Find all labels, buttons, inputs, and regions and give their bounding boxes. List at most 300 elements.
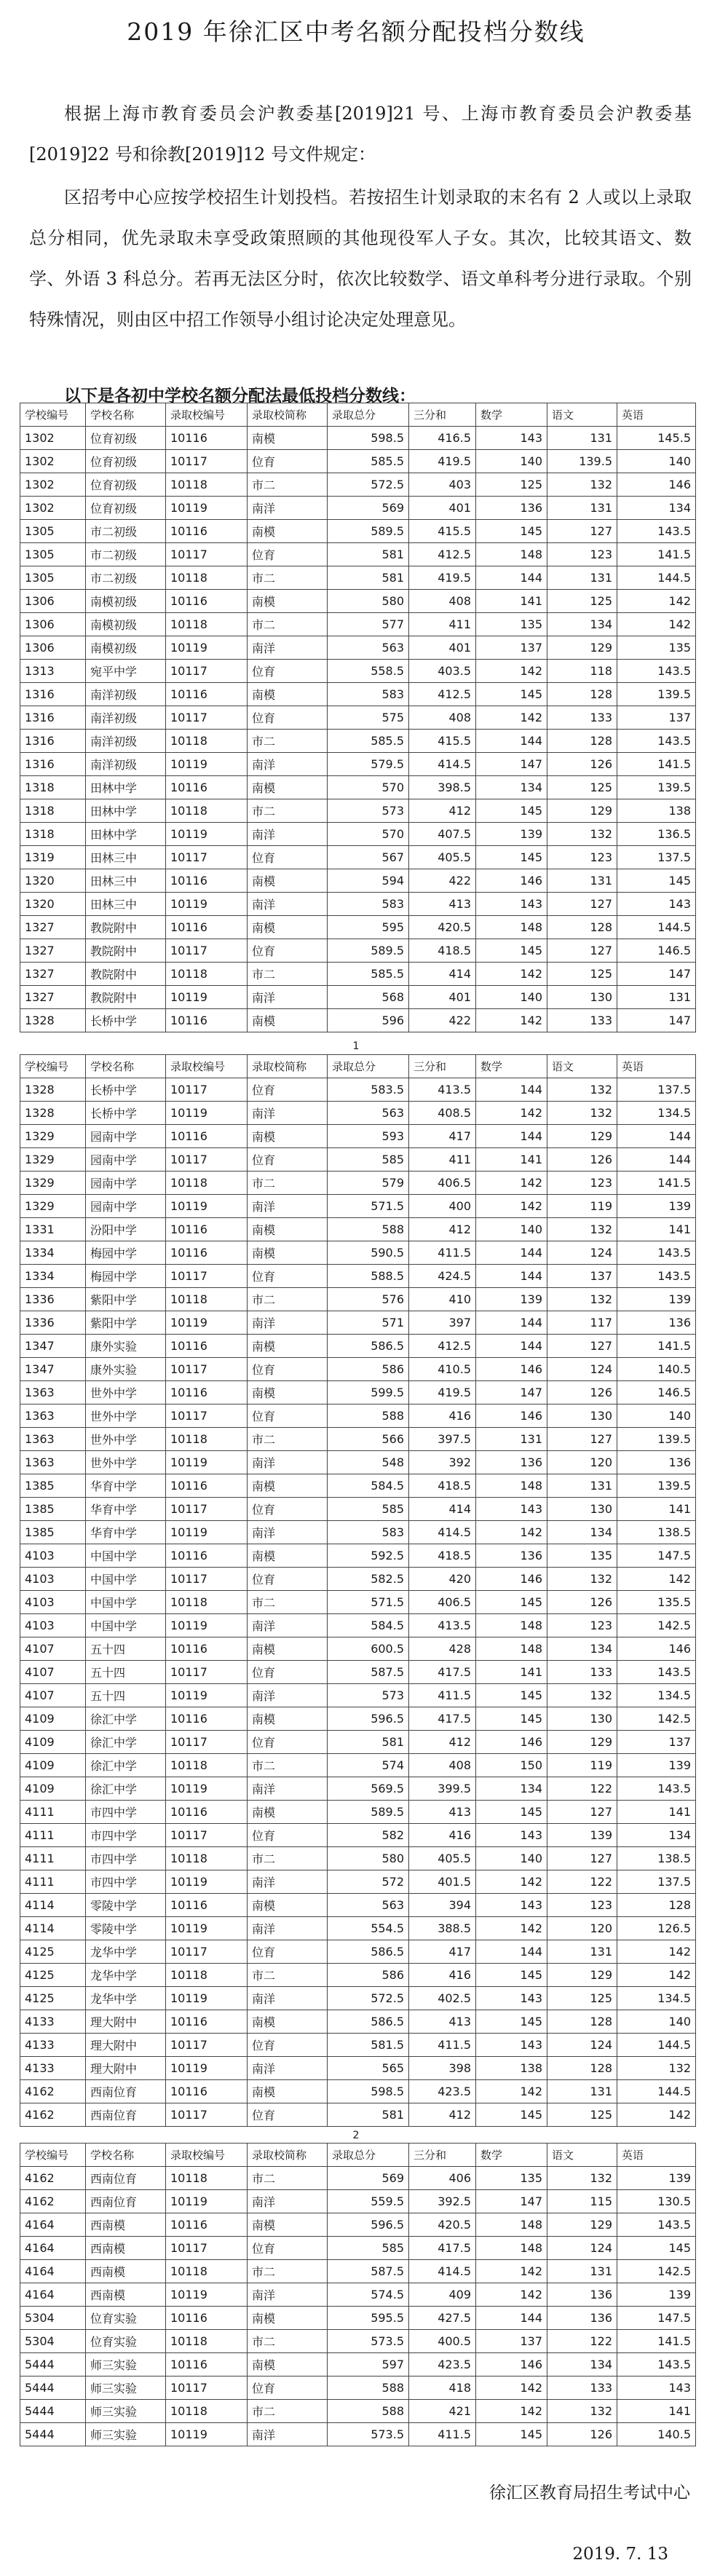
chinese-score-cell: 128 bbox=[547, 2010, 617, 2034]
school-code-cell: 1328 bbox=[20, 1009, 86, 1032]
english-score-cell: 142 bbox=[617, 1568, 696, 1591]
table-row bbox=[20, 1754, 696, 1777]
admit-school-name-cell: 市二 bbox=[248, 1847, 328, 1870]
three-subject-sum-cell: 408.5 bbox=[409, 1102, 476, 1125]
three-subject-sum-cell: 416 bbox=[409, 1824, 476, 1847]
school-name-cell: 南洋初级 bbox=[86, 730, 166, 753]
admit-school-code-cell: 10118 bbox=[166, 1428, 248, 1451]
chinese-score-cell: 124 bbox=[547, 2034, 617, 2057]
admit-school-name-cell: 南洋 bbox=[248, 497, 328, 520]
admit-school-name-cell: 南模 bbox=[248, 1335, 328, 1358]
math-score-cell: 140 bbox=[476, 450, 547, 473]
admit-school-code-cell: 10117 bbox=[166, 1568, 248, 1591]
math-score-cell: 142 bbox=[476, 1917, 547, 1940]
math-score-cell: 143 bbox=[476, 1894, 547, 1917]
table-row bbox=[20, 2010, 696, 2034]
total-score-cell: 585 bbox=[328, 2237, 409, 2260]
table-row bbox=[20, 1987, 696, 2010]
math-score-cell: 143 bbox=[476, 2034, 547, 2057]
table-row bbox=[20, 706, 696, 730]
total-score-cell: 600.5 bbox=[328, 1637, 409, 1661]
english-score-cell: 139.5 bbox=[617, 776, 696, 799]
table-row bbox=[20, 823, 696, 846]
three-subject-sum-cell: 417.5 bbox=[409, 2237, 476, 2260]
three-subject-sum-cell: 412.5 bbox=[409, 683, 476, 706]
school-code-cell: 1385 bbox=[20, 1498, 86, 1521]
three-subject-sum-cell: 405.5 bbox=[409, 1847, 476, 1870]
english-score-cell: 135 bbox=[617, 636, 696, 660]
three-subject-sum-cell: 411.5 bbox=[409, 1684, 476, 1707]
admit-school-code-cell: 10119 bbox=[166, 2423, 248, 2446]
three-subject-sum-cell: 410.5 bbox=[409, 1358, 476, 1381]
three-subject-sum-cell: 412 bbox=[409, 2103, 476, 2127]
math-score-cell: 144 bbox=[476, 1265, 547, 1288]
english-score-cell: 147.5 bbox=[617, 1544, 696, 1568]
admit-school-code-cell: 10116 bbox=[166, 1637, 248, 1661]
math-score-cell: 146 bbox=[476, 2353, 547, 2377]
chinese-score-cell: 131 bbox=[547, 1940, 617, 1964]
table-row bbox=[20, 1218, 696, 1241]
school-name-cell: 师三实验 bbox=[86, 2400, 166, 2423]
total-score-cell: 596.5 bbox=[328, 1707, 409, 1731]
total-score-cell: 569 bbox=[328, 497, 409, 520]
chinese-score-cell: 119 bbox=[547, 1754, 617, 1777]
school-name-cell: 园南中学 bbox=[86, 1195, 166, 1218]
table-row bbox=[20, 846, 696, 869]
three-subject-sum-cell: 428 bbox=[409, 1637, 476, 1661]
chinese-score-cell: 132 bbox=[547, 1288, 617, 1311]
total-score-cell: 596.5 bbox=[328, 2213, 409, 2237]
english-score-cell: 142 bbox=[617, 613, 696, 636]
school-name-cell: 华育中学 bbox=[86, 1521, 166, 1544]
english-score-cell: 134.5 bbox=[617, 1102, 696, 1125]
admit-school-name-cell: 位育 bbox=[248, 1265, 328, 1288]
math-score-cell: 142 bbox=[476, 2260, 547, 2283]
chinese-score-cell: 129 bbox=[547, 1964, 617, 1987]
english-score-cell: 141.5 bbox=[617, 1335, 696, 1358]
table-row bbox=[20, 520, 696, 543]
math-score-cell: 142 bbox=[476, 1009, 547, 1032]
math-score-cell: 150 bbox=[476, 1754, 547, 1777]
admit-school-name-cell: 南模 bbox=[248, 2010, 328, 2034]
header-chinese-score: 语文 bbox=[547, 403, 617, 427]
admit-school-name-cell: 南模 bbox=[248, 1474, 328, 1498]
table-row bbox=[20, 2103, 696, 2127]
admit-school-name-cell: 南洋 bbox=[248, 1195, 328, 1218]
table-row bbox=[20, 2190, 696, 2213]
school-code-cell: 1329 bbox=[20, 1195, 86, 1218]
english-score-cell: 142.5 bbox=[617, 1707, 696, 1731]
school-name-cell: 徐汇中学 bbox=[86, 1707, 166, 1731]
math-score-cell: 142 bbox=[476, 2377, 547, 2400]
school-name-cell: 理大附中 bbox=[86, 2057, 166, 2080]
english-score-cell: 144.5 bbox=[617, 916, 696, 939]
school-name-cell: 紫阳中学 bbox=[86, 1311, 166, 1335]
english-score-cell: 142 bbox=[617, 1940, 696, 1964]
school-name-cell: 世外中学 bbox=[86, 1451, 166, 1474]
english-score-cell: 135.5 bbox=[617, 1591, 696, 1614]
school-name-cell: 华育中学 bbox=[86, 1498, 166, 1521]
math-score-cell: 148 bbox=[476, 1474, 547, 1498]
english-score-cell: 143.5 bbox=[617, 2353, 696, 2377]
admit-school-code-cell: 10118 bbox=[166, 613, 248, 636]
school-name-cell: 位育实验 bbox=[86, 2330, 166, 2353]
admit-school-code-cell: 10116 bbox=[166, 520, 248, 543]
total-score-cell: 570 bbox=[328, 823, 409, 846]
school-code-cell: 1347 bbox=[20, 1358, 86, 1381]
school-name-cell: 梅园中学 bbox=[86, 1241, 166, 1265]
admit-school-name-cell: 南模 bbox=[248, 590, 328, 613]
three-subject-sum-cell: 410 bbox=[409, 1288, 476, 1311]
three-subject-sum-cell: 413 bbox=[409, 893, 476, 916]
english-score-cell: 139 bbox=[617, 1195, 696, 1218]
chinese-score-cell: 130 bbox=[547, 986, 617, 1009]
english-score-cell: 146 bbox=[617, 473, 696, 497]
admit-school-name-cell: 市二 bbox=[248, 2260, 328, 2283]
total-score-cell: 589.5 bbox=[328, 520, 409, 543]
school-code-cell: 4164 bbox=[20, 2260, 86, 2283]
admit-school-name-cell: 南洋 bbox=[248, 2190, 328, 2213]
header-english-score: 英语 bbox=[617, 1055, 696, 1078]
table-row bbox=[20, 1428, 696, 1451]
three-subject-sum-cell: 412 bbox=[409, 1218, 476, 1241]
admit-school-name-cell: 位育 bbox=[248, 1661, 328, 1684]
total-score-cell: 574 bbox=[328, 1754, 409, 1777]
english-score-cell: 137 bbox=[617, 706, 696, 730]
school-code-cell: 1316 bbox=[20, 706, 86, 730]
header-total-score: 录取总分 bbox=[328, 403, 409, 427]
table-row bbox=[20, 1614, 696, 1637]
school-code-cell: 4103 bbox=[20, 1544, 86, 1568]
chinese-score-cell: 132 bbox=[547, 1078, 617, 1102]
chinese-score-cell: 130 bbox=[547, 1707, 617, 1731]
school-code-cell: 5444 bbox=[20, 2400, 86, 2423]
english-score-cell: 132 bbox=[617, 2057, 696, 2080]
three-subject-sum-cell: 414 bbox=[409, 963, 476, 986]
admit-school-code-cell: 10117 bbox=[166, 2237, 248, 2260]
chinese-score-cell: 134 bbox=[547, 2353, 617, 2377]
chinese-score-cell: 131 bbox=[547, 566, 617, 590]
chinese-score-cell: 123 bbox=[547, 543, 617, 566]
school-name-cell: 五十四 bbox=[86, 1661, 166, 1684]
chinese-score-cell: 131 bbox=[547, 2080, 617, 2103]
table-row bbox=[20, 1381, 696, 1404]
english-score-cell: 126.5 bbox=[617, 1917, 696, 1940]
math-score-cell: 142 bbox=[476, 1521, 547, 1544]
school-name-cell: 教院附中 bbox=[86, 916, 166, 939]
admit-school-code-cell: 10116 bbox=[166, 1381, 248, 1404]
admit-school-name-cell: 南模 bbox=[248, 1241, 328, 1265]
three-subject-sum-cell: 407.5 bbox=[409, 823, 476, 846]
total-score-cell: 590.5 bbox=[328, 1241, 409, 1265]
admit-school-name-cell: 市二 bbox=[248, 799, 328, 823]
school-name-cell: 田林三中 bbox=[86, 846, 166, 869]
english-score-cell: 136.5 bbox=[617, 823, 696, 846]
admit-school-code-cell: 10119 bbox=[166, 1451, 248, 1474]
three-subject-sum-cell: 408 bbox=[409, 706, 476, 730]
admit-school-code-cell: 10118 bbox=[166, 2260, 248, 2283]
chinese-score-cell: 131 bbox=[547, 427, 617, 450]
admit-school-code-cell: 10116 bbox=[166, 2307, 248, 2330]
math-score-cell: 146 bbox=[476, 1568, 547, 1591]
math-score-cell: 144 bbox=[476, 1078, 547, 1102]
math-score-cell: 136 bbox=[476, 1544, 547, 1568]
school-name-cell: 市二初级 bbox=[86, 543, 166, 566]
school-code-cell: 1302 bbox=[20, 473, 86, 497]
chinese-score-cell: 126 bbox=[547, 1381, 617, 1404]
total-score-cell: 595 bbox=[328, 916, 409, 939]
school-name-cell: 世外中学 bbox=[86, 1404, 166, 1428]
admit-school-name-cell: 南模 bbox=[248, 776, 328, 799]
chinese-score-cell: 120 bbox=[547, 1451, 617, 1474]
school-name-cell: 园南中学 bbox=[86, 1172, 166, 1195]
school-code-cell: 1347 bbox=[20, 1335, 86, 1358]
document-title: 2019 年徐汇区中考名额分配投档分数线 bbox=[127, 17, 585, 46]
admit-school-name-cell: 南模 bbox=[248, 1894, 328, 1917]
math-score-cell: 145 bbox=[476, 2010, 547, 2034]
chinese-score-cell: 125 bbox=[547, 963, 617, 986]
school-code-cell: 5304 bbox=[20, 2330, 86, 2353]
school-name-cell: 园南中学 bbox=[86, 1125, 166, 1148]
total-score-cell: 586.5 bbox=[328, 1940, 409, 1964]
english-score-cell: 139.5 bbox=[617, 1474, 696, 1498]
total-score-cell: 569.5 bbox=[328, 1777, 409, 1801]
admit-school-code-cell: 10116 bbox=[166, 590, 248, 613]
school-name-cell: 零陵中学 bbox=[86, 1917, 166, 1940]
total-score-cell: 586 bbox=[328, 1358, 409, 1381]
admit-school-name-cell: 南模 bbox=[248, 520, 328, 543]
school-code-cell: 4162 bbox=[20, 2103, 86, 2127]
admit-school-name-cell: 市二 bbox=[248, 473, 328, 497]
math-score-cell: 143 bbox=[476, 1824, 547, 1847]
three-subject-sum-cell: 398.5 bbox=[409, 776, 476, 799]
three-subject-sum-cell: 418.5 bbox=[409, 1544, 476, 1568]
school-code-cell: 4162 bbox=[20, 2167, 86, 2190]
three-subject-sum-cell: 421 bbox=[409, 2400, 476, 2423]
math-score-cell: 142 bbox=[476, 1195, 547, 1218]
school-name-cell: 龙华中学 bbox=[86, 1964, 166, 1987]
three-subject-sum-cell: 417.5 bbox=[409, 1661, 476, 1684]
three-subject-sum-cell: 412.5 bbox=[409, 543, 476, 566]
score-table-page-3 bbox=[20, 2143, 696, 2446]
math-score-cell: 140 bbox=[476, 986, 547, 1009]
english-score-cell: 140 bbox=[617, 450, 696, 473]
header-english-score: 英语 bbox=[617, 2144, 696, 2167]
three-subject-sum-cell: 422 bbox=[409, 1009, 476, 1032]
table-row bbox=[20, 1544, 696, 1568]
school-name-cell: 师三实验 bbox=[86, 2423, 166, 2446]
admit-school-code-cell: 10117 bbox=[166, 2034, 248, 2057]
three-subject-sum-cell: 401 bbox=[409, 636, 476, 660]
chinese-score-cell: 125 bbox=[547, 1987, 617, 2010]
school-name-cell: 位育实验 bbox=[86, 2307, 166, 2330]
admit-school-code-cell: 10118 bbox=[166, 1172, 248, 1195]
math-score-cell: 141 bbox=[476, 1661, 547, 1684]
chinese-score-cell: 119 bbox=[547, 1195, 617, 1218]
school-code-cell: 1363 bbox=[20, 1451, 86, 1474]
english-score-cell: 136 bbox=[617, 1451, 696, 1474]
table-row bbox=[20, 1288, 696, 1311]
admit-school-name-cell: 南洋 bbox=[248, 2423, 328, 2446]
chinese-score-cell: 123 bbox=[547, 1172, 617, 1195]
school-name-cell: 园南中学 bbox=[86, 1148, 166, 1172]
school-code-cell: 4107 bbox=[20, 1684, 86, 1707]
admit-school-code-cell: 10119 bbox=[166, 1521, 248, 1544]
total-score-cell: 548 bbox=[328, 1451, 409, 1474]
table-row bbox=[20, 1241, 696, 1265]
school-name-cell: 长桥中学 bbox=[86, 1009, 166, 1032]
three-subject-sum-cell: 411 bbox=[409, 613, 476, 636]
chinese-score-cell: 129 bbox=[547, 2213, 617, 2237]
admit-school-code-cell: 10116 bbox=[166, 1335, 248, 1358]
page-number: 2 bbox=[352, 2130, 360, 2141]
school-name-cell: 西南位育 bbox=[86, 2080, 166, 2103]
admit-school-code-cell: 10117 bbox=[166, 660, 248, 683]
table-row bbox=[20, 1591, 696, 1614]
chinese-score-cell: 127 bbox=[547, 1801, 617, 1824]
chinese-score-cell: 128 bbox=[547, 683, 617, 706]
total-score-cell: 599.5 bbox=[328, 1381, 409, 1404]
school-name-cell: 中国中学 bbox=[86, 1544, 166, 1568]
english-score-cell: 136 bbox=[617, 1311, 696, 1335]
total-score-cell: 571.5 bbox=[328, 1195, 409, 1218]
school-code-cell: 1306 bbox=[20, 636, 86, 660]
english-score-cell: 144 bbox=[617, 1125, 696, 1148]
three-subject-sum-cell: 398 bbox=[409, 2057, 476, 2080]
table-row bbox=[20, 2080, 696, 2103]
school-name-cell: 中国中学 bbox=[86, 1614, 166, 1637]
table-row bbox=[20, 2057, 696, 2080]
chinese-score-cell: 126 bbox=[547, 1148, 617, 1172]
three-subject-sum-cell: 417.5 bbox=[409, 1707, 476, 1731]
header-three-subject-sum: 三分和 bbox=[409, 2144, 476, 2167]
school-name-cell: 田林三中 bbox=[86, 893, 166, 916]
school-code-cell: 1320 bbox=[20, 869, 86, 893]
chinese-score-cell: 133 bbox=[547, 1009, 617, 1032]
math-score-cell: 145 bbox=[476, 683, 547, 706]
math-score-cell: 137 bbox=[476, 636, 547, 660]
admit-school-name-cell: 南洋 bbox=[248, 1684, 328, 1707]
three-subject-sum-cell: 388.5 bbox=[409, 1917, 476, 1940]
math-score-cell: 142 bbox=[476, 706, 547, 730]
table-row bbox=[20, 1125, 696, 1148]
total-score-cell: 559.5 bbox=[328, 2190, 409, 2213]
school-code-cell: 4125 bbox=[20, 1964, 86, 1987]
school-code-cell: 1334 bbox=[20, 1241, 86, 1265]
table-row bbox=[20, 1474, 696, 1498]
admit-school-code-cell: 10116 bbox=[166, 1894, 248, 1917]
math-score-cell: 136 bbox=[476, 497, 547, 520]
math-score-cell: 144 bbox=[476, 1125, 547, 1148]
math-score-cell: 148 bbox=[476, 2237, 547, 2260]
table-row bbox=[20, 1964, 696, 1987]
english-score-cell: 141 bbox=[617, 1218, 696, 1241]
math-score-cell: 145 bbox=[476, 1964, 547, 1987]
admit-school-name-cell: 位育 bbox=[248, 2103, 328, 2127]
admit-school-code-cell: 10119 bbox=[166, 823, 248, 846]
school-code-cell: 1363 bbox=[20, 1381, 86, 1404]
school-name-cell: 田林三中 bbox=[86, 869, 166, 893]
admit-school-name-cell: 位育 bbox=[248, 2377, 328, 2400]
english-score-cell: 141.5 bbox=[617, 543, 696, 566]
english-score-cell: 143 bbox=[617, 893, 696, 916]
three-subject-sum-cell: 397 bbox=[409, 1311, 476, 1335]
admit-school-name-cell: 南洋 bbox=[248, 1870, 328, 1894]
chinese-score-cell: 130 bbox=[547, 1498, 617, 1521]
english-score-cell: 146.5 bbox=[617, 939, 696, 963]
admit-school-code-cell: 10119 bbox=[166, 1102, 248, 1125]
table-caption: 以下是各初中学校名额分配法最低投档分数线： bbox=[64, 387, 416, 406]
chinese-score-cell: 131 bbox=[547, 497, 617, 520]
school-code-cell: 4111 bbox=[20, 1870, 86, 1894]
school-code-cell: 4103 bbox=[20, 1568, 86, 1591]
english-score-cell: 142 bbox=[617, 1964, 696, 1987]
admit-school-name-cell: 南洋 bbox=[248, 823, 328, 846]
school-code-cell: 1306 bbox=[20, 613, 86, 636]
math-score-cell: 145 bbox=[476, 939, 547, 963]
admit-school-name-cell: 南模 bbox=[248, 1009, 328, 1032]
chinese-score-cell: 133 bbox=[547, 1661, 617, 1684]
three-subject-sum-cell: 416 bbox=[409, 1404, 476, 1428]
table-row bbox=[20, 2260, 696, 2283]
english-score-cell: 140 bbox=[617, 1404, 696, 1428]
admit-school-code-cell: 10118 bbox=[166, 2400, 248, 2423]
three-subject-sum-cell: 418.5 bbox=[409, 939, 476, 963]
admit-school-name-cell: 南模 bbox=[248, 1707, 328, 1731]
english-score-cell: 139.5 bbox=[617, 683, 696, 706]
school-name-cell: 教院附中 bbox=[86, 986, 166, 1009]
math-score-cell: 143 bbox=[476, 893, 547, 916]
admit-school-code-cell: 10116 bbox=[166, 1009, 248, 1032]
chinese-score-cell: 120 bbox=[547, 1917, 617, 1940]
admit-school-name-cell: 位育 bbox=[248, 1568, 328, 1591]
admit-school-code-cell: 10117 bbox=[166, 939, 248, 963]
chinese-score-cell: 123 bbox=[547, 1894, 617, 1917]
total-score-cell: 583 bbox=[328, 683, 409, 706]
table-row bbox=[20, 473, 696, 497]
table-row bbox=[20, 636, 696, 660]
total-score-cell: 563 bbox=[328, 1894, 409, 1917]
school-code-cell: 4164 bbox=[20, 2283, 86, 2307]
school-code-cell: 1318 bbox=[20, 823, 86, 846]
school-code-cell: 4111 bbox=[20, 1824, 86, 1847]
admit-school-code-cell: 10118 bbox=[166, 2330, 248, 2353]
chinese-score-cell: 127 bbox=[547, 893, 617, 916]
english-score-cell: 142.5 bbox=[617, 2260, 696, 2283]
school-name-cell: 位育初级 bbox=[86, 473, 166, 497]
table-row bbox=[20, 1451, 696, 1474]
english-score-cell: 138.5 bbox=[617, 1847, 696, 1870]
english-score-cell: 139 bbox=[617, 1288, 696, 1311]
school-code-cell: 5304 bbox=[20, 2307, 86, 2330]
three-subject-sum-cell: 412 bbox=[409, 799, 476, 823]
admit-school-name-cell: 南洋 bbox=[248, 1521, 328, 1544]
table-row bbox=[20, 683, 696, 706]
table-row bbox=[20, 427, 696, 450]
table-row bbox=[20, 1335, 696, 1358]
admit-school-code-cell: 10117 bbox=[166, 1265, 248, 1288]
school-code-cell: 1305 bbox=[20, 566, 86, 590]
school-name-cell: 市二初级 bbox=[86, 566, 166, 590]
school-code-cell: 4114 bbox=[20, 1917, 86, 1940]
math-score-cell: 144 bbox=[476, 1311, 547, 1335]
total-score-cell: 585.5 bbox=[328, 730, 409, 753]
table-row bbox=[20, 2167, 696, 2190]
admit-school-name-cell: 南模 bbox=[248, 1637, 328, 1661]
total-score-cell: 588 bbox=[328, 1218, 409, 1241]
english-score-cell: 137.5 bbox=[617, 1870, 696, 1894]
math-score-cell: 139 bbox=[476, 1288, 547, 1311]
